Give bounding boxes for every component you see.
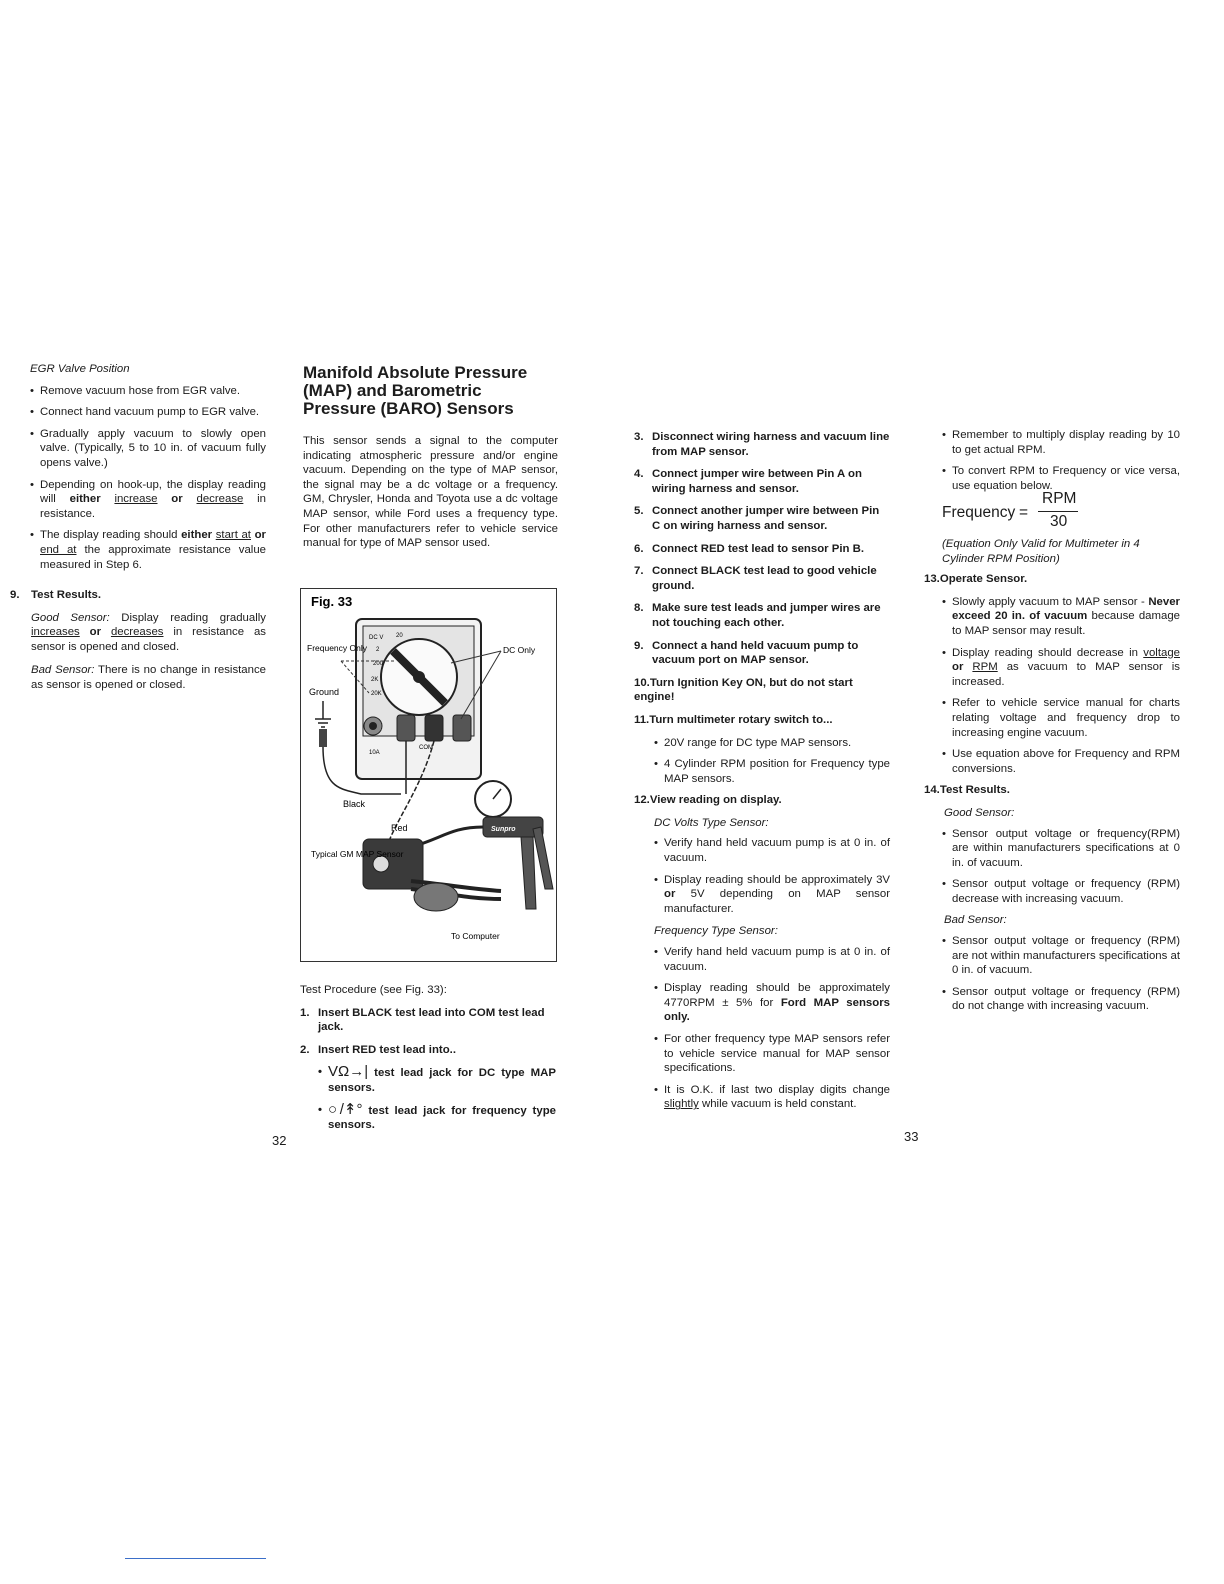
procedure-intro: Test Procedure (see Fig. 33): [300,984,447,996]
egr-bullet: • Connect hand vacuum pump to EGR valve. [30,405,266,420]
section-title: Manifold Absolute Pressure (MAP) and Barometric Pressure (BARO) Sensors [303,363,528,418]
frequency-icon: ○/↟° [328,1100,363,1118]
meter-label: 20K [371,691,382,697]
step-8: 8. Make sure test leads and jumper wires are not touching each other. [634,602,881,629]
typical-label: Typical GM MAP Sensor [311,849,404,859]
step-7: 7. Connect BLACK test lead to good vehicle ground. [634,565,877,592]
procedure-list [300,983,556,1140]
step-13-bullet: • Slowly apply vacuum to MAP sensor - Never exceed 20 in. of vacuum because damage to MAP sensor may result. [942,595,1180,639]
brand-label: Sunpro [491,826,516,833]
freq-bullet: • It is O.K. if last two display digits change slightly while vacuum is held constant. [654,1083,890,1112]
egr-heading: EGR Valve Position [30,363,130,375]
meter-label: 2K [371,677,379,683]
eq-left: Frequency [942,504,1016,521]
good-sensor-text: Good Sensor: Display reading gradually increases or decreases in resistance as sensor is opened and closed. [31,611,266,653]
eq-numerator: RPM [1042,490,1077,507]
step-14: 14.Test Results. [924,784,1010,797]
freq-bullet: • Verify hand held vacuum pump is at 0 in. of vacuum. [654,945,890,974]
multimeter-diagram [301,589,556,961]
bad-bullet: • Sensor output voltage or frequency (RPM) do not change with increasing vacuum. [942,985,1180,1014]
equation-note: (Equation Only Valid for Multimeter in 4 Cylinder RPM Position) [942,538,1140,565]
plug-red [425,715,443,741]
step-5: 5. Connect another jumper wire between Pin C on wiring harness and sensor. [634,505,880,532]
volt-ohm-icon: VΩ→| [328,1063,369,1081]
eq-fraction-bar [1038,511,1078,512]
far-column [924,537,1180,1021]
meter-label: 10A [369,750,380,756]
step-11-bullet: • 20V range for DC type MAP sensors. [654,736,890,751]
good-bullet: • Sensor output voltage or frequency (RPM) decrease with increasing vacuum. [942,877,1180,906]
step-4: 4. Connect jumper wire between Pin A on wiring harness and sensor. [634,468,862,495]
frequency-equation [942,490,1077,534]
bad-sensor-text: Bad Sensor: There is no change in resistance as sensor is opened or closed. [31,664,267,691]
bad-heading: Bad Sensor: [944,914,1007,927]
freq-bullet: • For other frequency type MAP sensors refer to vehicle service manual for MAP sensor specifications. [654,1032,890,1076]
egr-bullet: • Depending on hook-up, the display reading will either increase or decrease in resistance. [30,478,266,522]
meter-label: 20 [396,633,403,639]
freq-bullet: • Display reading should be approximately 4770RPM ± 5% for Ford MAP sensors only. [654,981,890,1025]
egr-bullet: • Gradually apply vacuum to slowly open valve. (Typically, 5 to 10 in. of vacuum fully opens valve.) [30,427,266,471]
to-computer-label: To Computer [451,931,500,941]
step-11: 11.Turn multimeter rotary switch to... [634,713,833,726]
dc-only-label: DC Only [503,645,536,655]
dc-heading: DC Volts Type Sensor: [654,816,769,829]
red-label: Red [391,823,408,833]
page-number-left: 32 [272,1133,287,1148]
meter-label: 200 [373,661,384,667]
step-6: 6. Connect RED test lead to sensor Pin B. [634,542,865,555]
step-12: 12.View reading on display. [634,794,782,807]
step-13-bullet: • Display reading should decrease in voltage or RPM as vacuum to MAP sensor is increased. [942,646,1180,690]
pump-handle [533,827,553,889]
figure-label: Fig. 33 [311,594,353,609]
plug-freq [453,715,471,741]
good-bullet: • Sensor output voltage or frequency(RPM) are within manufacturers specifications at 0 in. of vacuum. [942,827,1180,871]
connector-icon [414,883,458,911]
switch-center [413,671,425,683]
meter-label: COM [419,745,433,751]
meter-label: 2 [376,647,380,653]
good-heading: Good Sensor: [944,806,1015,819]
ground-label: Ground [309,687,340,697]
dc-bullet: • Display reading should be approximately 3V or 5V depending on MAP sensor manufacturer. [654,873,890,917]
step-10: 10.Turn Ignition Key ON, but do not start engine! [634,676,853,704]
steps-3-12 [634,430,890,1119]
egr-bullet: • Remove vacuum hose from EGR valve. [30,384,266,399]
plug-black [397,715,415,741]
meter-label: DC V [369,635,384,641]
step-1: 1. Insert BLACK test lead into COM test lead jack. [300,1006,545,1034]
black-label: Black [343,799,366,809]
intro-paragraph: This sensor sends a signal to the computer indicating atmospheric pressure and/or engine vacuum. Depending on the type of MAP sensor, the signal may be a dc voltage or a frequency. GM, Chrysler, Honda and Toyota use a dc voltage MAP sensor, while Ford uses a frequency type. For other manufacturers refer to vehicle service manual for type of MAP sensor used. [303,435,558,550]
step-9-heading: 9. Test Results. [10,589,102,601]
step-2-option: • ○/↟° test lead jack for frequency type sensors. [318,1103,556,1133]
bad-bullet: • Sensor output voltage or frequency (RPM) are not within manufacturers specifications at 0 in. of vacuum. [942,934,1180,978]
step-2: 2. Insert RED test lead into.. [300,1043,456,1056]
step-13-bullet: • Refer to vehicle service manual for charts relating voltage and frequency drop to increasing engine vacuum. [942,696,1180,740]
egr-bullet: • The display reading should either start at or end at the approximate resistance value measured in Step 6. [30,528,266,572]
ground-clip [319,729,327,747]
footer-rule [125,1558,266,1559]
eq-equals: = [1019,504,1029,521]
step-9 [10,588,266,693]
eq-denominator: 30 [1050,513,1068,530]
freq-heading: Frequency Type Sensor: [654,925,778,938]
page-number-right: 33 [904,1129,919,1144]
rpm-bullet: • Remember to multiply display reading by 10 to get actual RPM. [942,428,1180,457]
step-11-bullet: • 4 Cylinder RPM position for Frequency type MAP sensors. [654,757,890,786]
step-2-option: • VΩ→| test lead jack for DC type MAP sensors. [318,1065,556,1095]
frequency-only-label: Frequency Only [307,643,367,653]
dc-bullet: • Verify hand held vacuum pump is at 0 in. of vacuum. [654,836,890,865]
step-13: 13.Operate Sensor. [924,573,1028,586]
step-13-bullet: • Use equation above for Frequency and RPM conversions. [942,747,1180,776]
rpm-bullet: • To convert RPM to Frequency or vice versa, use equation below. [942,464,1180,493]
step-3: 3. Disconnect wiring harness and vacuum line from MAP sensor. [634,431,890,458]
step-9: 9. Connect a hand held vacuum pump to vacuum port on MAP sensor. [634,639,859,667]
left-column [30,362,266,579]
figure-33 [300,588,557,962]
